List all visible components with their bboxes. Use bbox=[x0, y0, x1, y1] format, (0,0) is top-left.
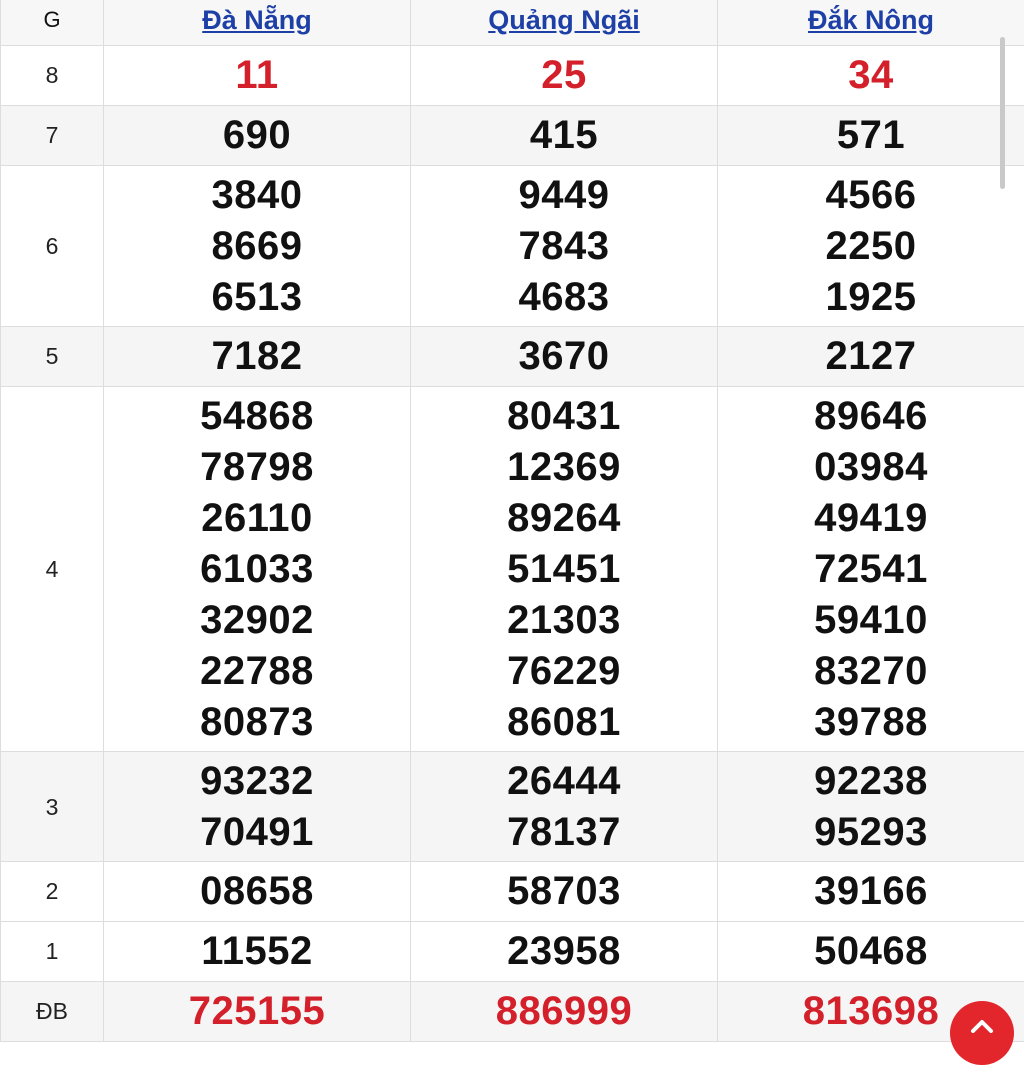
result-number: 4683 bbox=[411, 272, 717, 323]
result-number: 9449 bbox=[411, 170, 717, 221]
result-number: 34 bbox=[718, 50, 1024, 101]
province-link-dak-nong[interactable]: Đắk Nông bbox=[808, 5, 934, 35]
result-number: 690 bbox=[104, 110, 410, 161]
result-cell bbox=[718, 327, 1024, 387]
prize-label: 5 bbox=[1, 327, 104, 387]
result-number: 78137 bbox=[411, 807, 717, 858]
result-cell bbox=[411, 387, 718, 752]
province-link-quang-ngai[interactable]: Quảng Ngãi bbox=[488, 5, 640, 35]
prize-row bbox=[1, 166, 1024, 327]
result-number: 415 bbox=[411, 110, 717, 161]
result-number: 86081 bbox=[411, 697, 717, 748]
result-number: 4566 bbox=[718, 170, 1024, 221]
result-number: 39166 bbox=[718, 866, 1024, 917]
prize-label: 7 bbox=[1, 106, 104, 166]
result-number: 22788 bbox=[104, 646, 410, 697]
prize-label: 6 bbox=[1, 166, 104, 327]
result-number: 7843 bbox=[411, 221, 717, 272]
prize-row bbox=[1, 982, 1024, 1042]
chevron-up-icon bbox=[970, 1019, 994, 1033]
result-number: 3840 bbox=[104, 170, 410, 221]
prize-row bbox=[1, 106, 1024, 166]
result-number: 725155 bbox=[104, 986, 410, 1037]
result-number: 2127 bbox=[718, 331, 1024, 382]
result-cell bbox=[104, 752, 411, 862]
result-number: 54868 bbox=[104, 391, 410, 442]
prize-label: 8 bbox=[1, 46, 104, 106]
result-number: 25 bbox=[411, 50, 717, 101]
result-cell bbox=[411, 166, 718, 327]
prize-row bbox=[1, 862, 1024, 922]
province-header bbox=[718, 0, 1024, 46]
result-cell bbox=[718, 922, 1024, 982]
result-number: 26110 bbox=[104, 493, 410, 544]
province-header bbox=[411, 0, 718, 46]
province-link-da-nang[interactable]: Đà Nẵng bbox=[202, 5, 312, 35]
result-number: 72541 bbox=[718, 544, 1024, 595]
result-cell bbox=[718, 46, 1024, 106]
prize-label: 2 bbox=[1, 862, 104, 922]
result-number: 8669 bbox=[104, 221, 410, 272]
result-number: 83270 bbox=[718, 646, 1024, 697]
back-to-top-button[interactable] bbox=[950, 1001, 1014, 1065]
result-number: 76229 bbox=[411, 646, 717, 697]
result-number: 08658 bbox=[104, 866, 410, 917]
prize-row bbox=[1, 387, 1024, 752]
prize-column-label: G bbox=[43, 7, 60, 32]
scrollbar-thumb[interactable] bbox=[1000, 37, 1005, 189]
result-number: 89264 bbox=[411, 493, 717, 544]
result-cell bbox=[104, 106, 411, 166]
result-cell bbox=[104, 46, 411, 106]
result-number: 78798 bbox=[104, 442, 410, 493]
result-number: 571 bbox=[718, 110, 1024, 161]
province-header bbox=[104, 0, 411, 46]
prize-label: ĐB bbox=[1, 982, 104, 1042]
result-number: 95293 bbox=[718, 807, 1024, 858]
result-number: 59410 bbox=[718, 595, 1024, 646]
result-cell bbox=[411, 46, 718, 106]
result-cell bbox=[104, 166, 411, 327]
result-number: 21303 bbox=[411, 595, 717, 646]
result-cell bbox=[104, 922, 411, 982]
result-number: 58703 bbox=[411, 866, 717, 917]
result-number: 39788 bbox=[718, 697, 1024, 748]
prize-label: 4 bbox=[1, 387, 104, 752]
result-number: 886999 bbox=[411, 986, 717, 1037]
result-number: 12369 bbox=[411, 442, 717, 493]
result-number: 80431 bbox=[411, 391, 717, 442]
result-cell bbox=[411, 106, 718, 166]
result-number: 92238 bbox=[718, 756, 1024, 807]
result-number: 61033 bbox=[104, 544, 410, 595]
result-number: 89646 bbox=[718, 391, 1024, 442]
result-number: 3670 bbox=[411, 331, 717, 382]
result-cell bbox=[718, 862, 1024, 922]
result-cell bbox=[104, 862, 411, 922]
result-number: 70491 bbox=[104, 807, 410, 858]
prize-row bbox=[1, 752, 1024, 862]
result-number: 1925 bbox=[718, 272, 1024, 323]
result-number: 03984 bbox=[718, 442, 1024, 493]
result-number: 50468 bbox=[718, 926, 1024, 977]
result-cell bbox=[411, 982, 718, 1042]
result-cell bbox=[411, 862, 718, 922]
prize-label: 3 bbox=[1, 752, 104, 862]
result-number: 11552 bbox=[104, 926, 410, 977]
result-number: 80873 bbox=[104, 697, 410, 748]
result-cell bbox=[718, 166, 1024, 327]
result-cell bbox=[411, 752, 718, 862]
table-header-row bbox=[1, 0, 1024, 46]
result-number: 26444 bbox=[411, 756, 717, 807]
result-number: 6513 bbox=[104, 272, 410, 323]
result-number: 49419 bbox=[718, 493, 1024, 544]
result-number: 2250 bbox=[718, 221, 1024, 272]
result-cell bbox=[411, 922, 718, 982]
prize-row bbox=[1, 46, 1024, 106]
result-cell bbox=[104, 982, 411, 1042]
prize-column-header bbox=[1, 0, 104, 46]
prize-row bbox=[1, 327, 1024, 387]
result-cell bbox=[104, 327, 411, 387]
prize-row bbox=[1, 922, 1024, 982]
result-number: 7182 bbox=[104, 331, 410, 382]
result-cell bbox=[104, 387, 411, 752]
result-cell bbox=[411, 327, 718, 387]
result-number: 93232 bbox=[104, 756, 410, 807]
result-cell bbox=[718, 752, 1024, 862]
result-number: 11 bbox=[104, 50, 410, 101]
result-cell bbox=[718, 106, 1024, 166]
prize-label: 1 bbox=[1, 922, 104, 982]
result-number: 32902 bbox=[104, 595, 410, 646]
result-number: 23958 bbox=[411, 926, 717, 977]
result-number: 813698 bbox=[718, 986, 1024, 1037]
result-number: 51451 bbox=[411, 544, 717, 595]
result-cell bbox=[718, 387, 1024, 752]
